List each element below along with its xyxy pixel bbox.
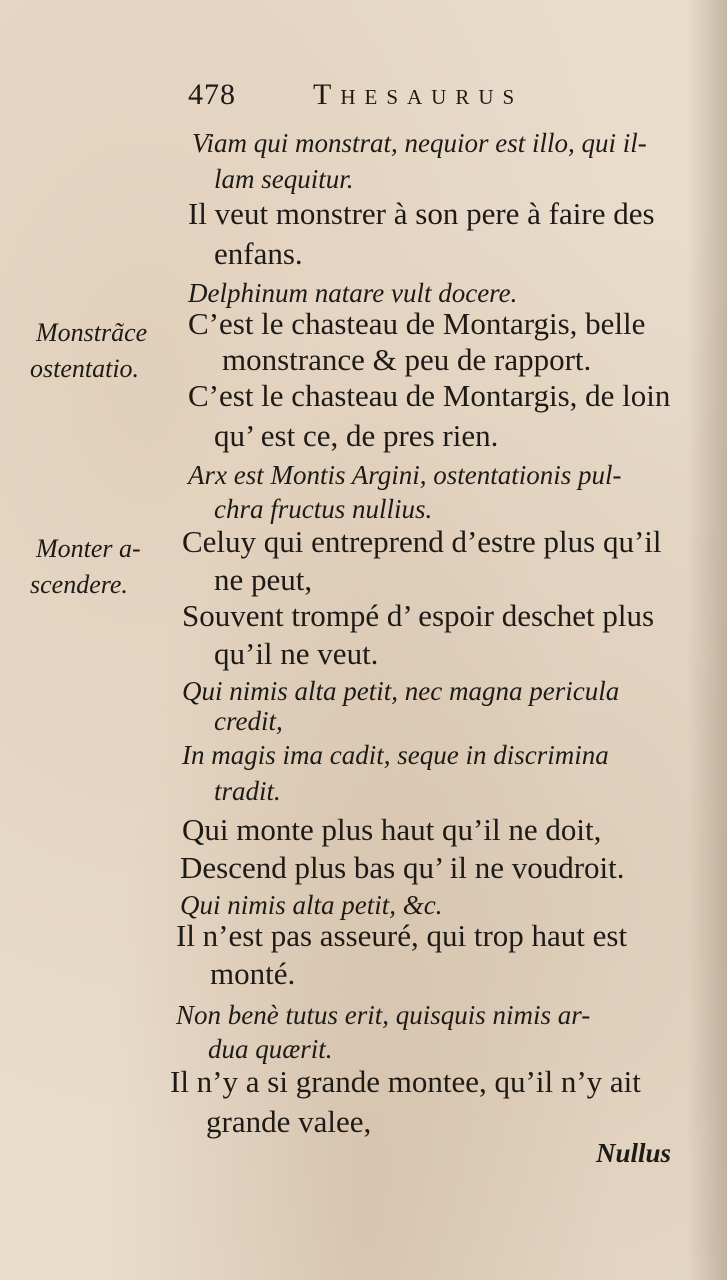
text-line: Souvent trompé d’ espoir deschet plus xyxy=(182,598,655,633)
text-line: Viam qui monstrat, nequior est illo, qui il- xyxy=(192,128,647,158)
page-edge-shadow xyxy=(687,0,727,1280)
running-title: Thesaurus xyxy=(313,78,524,111)
text-line: Qui nimis alta petit, &c. xyxy=(180,890,443,920)
text-line: C’est le chasteau de Montargis, belle xyxy=(188,306,646,341)
text-line: grande valee, xyxy=(206,1104,372,1139)
margin-note-1-line1: Monstrãce xyxy=(36,318,148,347)
margin-note-2-line1: Monter a- xyxy=(36,534,141,563)
text-line: Celuy qui entreprend d’estre plus qu’il xyxy=(182,524,662,559)
text-line: lam sequitur. xyxy=(214,164,354,194)
text-line: qu’il ne veut. xyxy=(214,636,379,671)
text-line: monté. xyxy=(210,956,296,991)
text-line: qu’ est ce, de pres rien. xyxy=(214,418,499,453)
text-line: In magis ima cadit, seque in discrimina xyxy=(182,740,609,770)
text-line: Qui nimis alta petit, nec magna pericula xyxy=(182,676,620,706)
text-line: Il n’est pas asseuré, qui trop haut est xyxy=(176,918,628,953)
text-line: dua quærit. xyxy=(208,1034,333,1064)
text-line: Qui monte plus haut qu’il ne doit, xyxy=(182,812,602,847)
text-line: Non benè tutus erit, quisquis nimis ar- xyxy=(176,1000,591,1030)
text-line: Arx est Montis Argini, ostentationis pul- xyxy=(188,460,622,490)
text-line: C’est le chasteau de Montargis, de loin xyxy=(188,378,671,413)
text-line: credit, xyxy=(214,706,283,736)
text-line: enfans. xyxy=(214,236,303,271)
text-line: tradit. xyxy=(214,776,281,806)
text-line: Il veut monstrer à son pere à faire des xyxy=(188,196,655,231)
margin-note-2-line2: scendere. xyxy=(30,570,128,599)
text-line: Delphinum natare vult docere. xyxy=(188,278,518,308)
page-number: 478 xyxy=(188,78,236,111)
text-line: monstrance & peu de rapport. xyxy=(222,342,592,377)
text-line: chra fructus nullius. xyxy=(214,494,433,524)
text-line: Il n’y a si grande montee, qu’il n’y ait xyxy=(170,1064,641,1099)
margin-note-1-line2: ostentatio. xyxy=(30,354,140,383)
catchword: Nullus xyxy=(596,1138,672,1168)
text-line: ne peut, xyxy=(214,562,313,597)
text-line: Descend plus bas qu’ il ne voudroit. xyxy=(180,850,625,885)
